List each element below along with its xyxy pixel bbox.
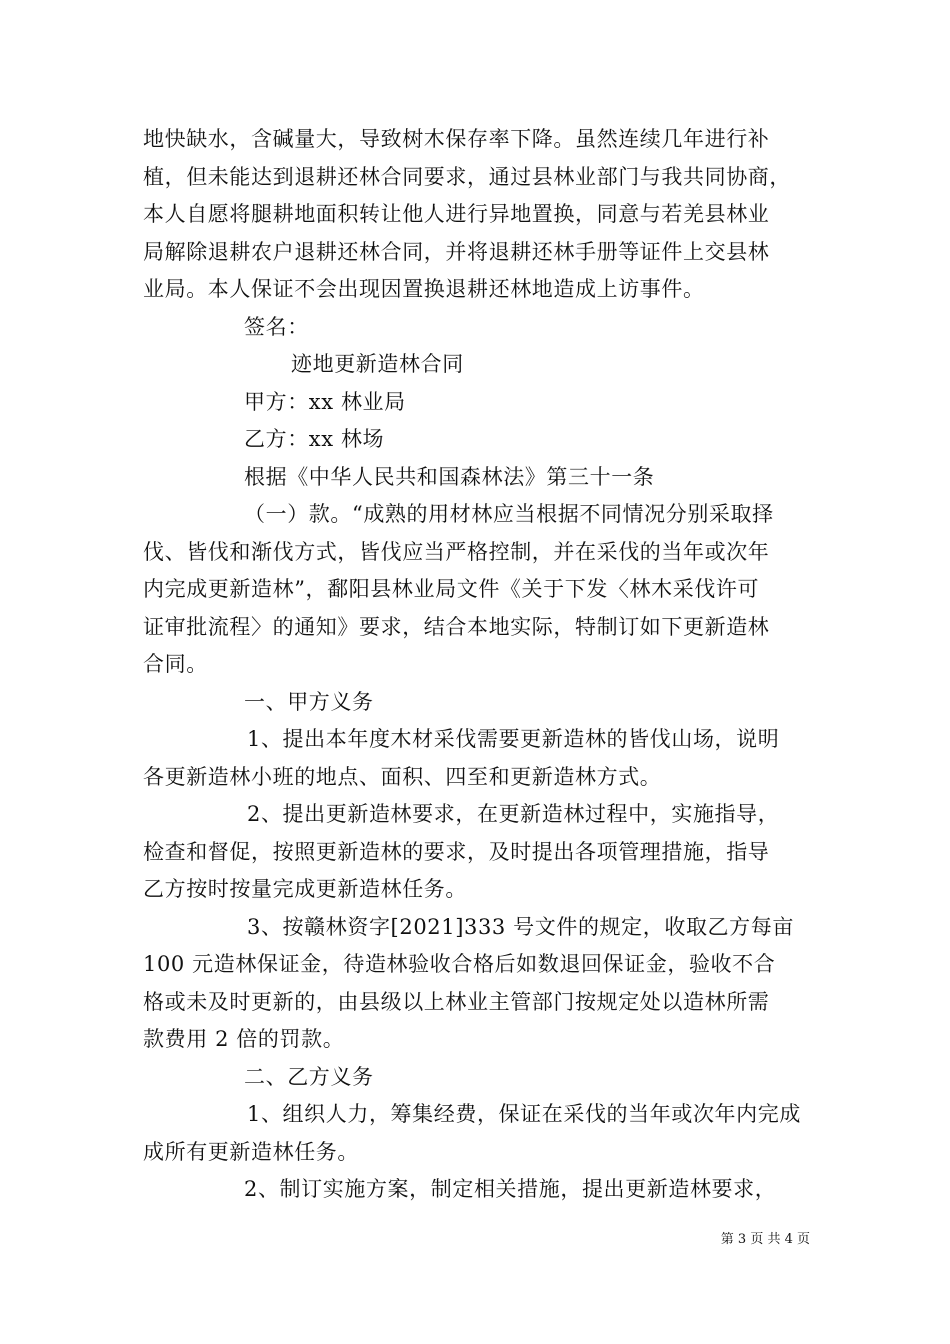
body-line: 2、制订实施方案，制定相关措施，提出更新造林要求， (244, 1177, 777, 1201)
body-line: 格或未及时更新的，由县级以上林业主管部门按规定处以造林所需 (143, 990, 770, 1014)
body-line: 各更新造林小班的地点、面积、四至和更新造林方式。 (143, 765, 662, 789)
body-line: 1、提出本年度木材采伐需要更新造林的皆伐山场，说明 (247, 727, 780, 751)
body-line: 地快缺水，含碱量大，导致树木保存率下降。虽然连续几年进行补 (143, 127, 770, 151)
section-heading-party-b: 二、乙方义务 (244, 1065, 374, 1089)
body-line: 款费用 2 倍的罚款。 (143, 1027, 345, 1051)
body-line: 100 元造林保证金，待造林验收合格后如数退回保证金，验收不合 (143, 952, 776, 976)
body-line: （一）款。“成熟的用材林应当根据不同情况分别采取择 (244, 502, 774, 526)
body-line: 内完成更新造林”，鄱阳县林业局文件《关于下发〈林木采伐许可 (143, 577, 760, 601)
body-line: 局解除退耕农户退耕还林合同，并将退耕还林手册等证件上交县林 (143, 240, 770, 264)
body-line: 根据《中华人民共和国森林法》第三十一条 (244, 465, 655, 489)
body-line: 植，但未能达到退耕还林合同要求，通过县林业部门与我共同协商， (143, 165, 791, 189)
body-line: 成所有更新造林任务。 (143, 1140, 359, 1164)
signature-label: 签名： (244, 315, 309, 339)
party-a: 甲方：xx 林业局 (244, 390, 406, 414)
page-number: 第 3 页 共 4 页 (720, 1232, 810, 1247)
party-b: 乙方：xx 林场 (244, 427, 385, 451)
body-line: 2、提出更新造林要求，在更新造林过程中，实施指导， (247, 802, 780, 826)
body-line: 1、组织人力，筹集经费，保证在采伐的当年或次年内完成 (247, 1102, 801, 1126)
body-line: 本人自愿将腿耕地面积转让他人进行异地置换，同意与若羌县林业 (143, 202, 770, 226)
body-line: 合同。 (143, 652, 208, 676)
body-line: 业局。本人保证不会出现因置换退耕还林地造成上访事件。 (143, 277, 705, 301)
contract-title: 迹地更新造林合同 (291, 352, 464, 376)
body-line: 检查和督促，按照更新造林的要求，及时提出各项管理措施，指导 (143, 840, 770, 864)
body-line: 伐、皆伐和渐伐方式，皆伐应当严格控制，并在采伐的当年或次年 (143, 540, 770, 564)
body-line: 3、按赣林资字[2021]333 号文件的规定，收取乙方每亩 (247, 915, 794, 939)
body-line: 证审批流程〉的通知》要求，结合本地实际，特制订如下更新造林 (143, 615, 770, 639)
section-heading-party-a: 一、甲方义务 (244, 690, 374, 714)
body-line: 乙方按时按量完成更新造林任务。 (143, 877, 467, 901)
